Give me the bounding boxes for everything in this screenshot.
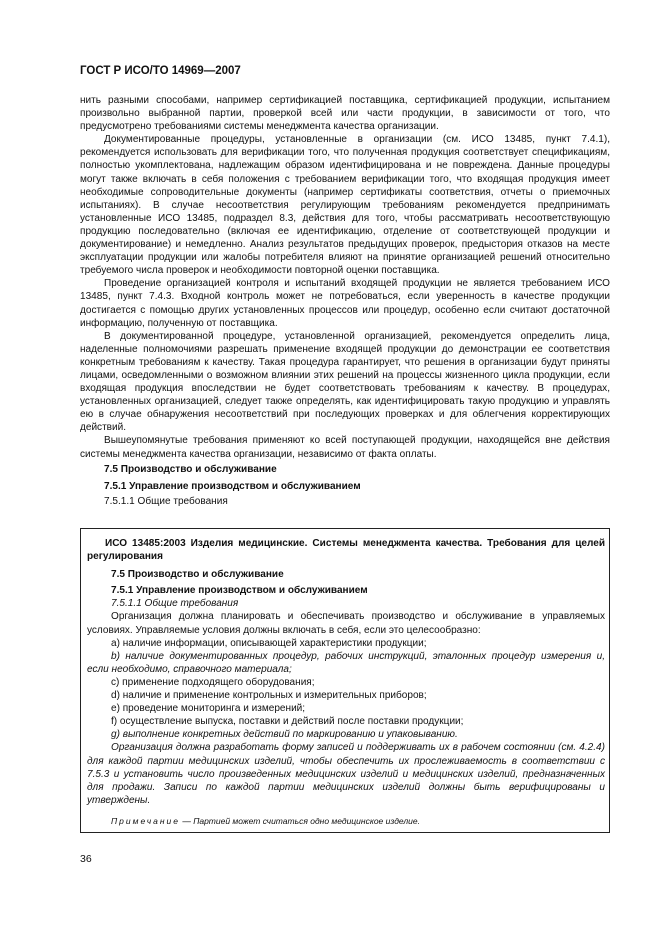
- subsubsection-heading: 7.5.1.1 Общие требования: [104, 495, 228, 507]
- paragraph: Документированные процедуры, установленные в организации (см. ИСО 13485, пункт 7.4.1), рекомендуется использовать для верификации того, что полученная продукция соответствует спецификациям, полностью укомплектована, надлежащим образом идентифицирована и не повреждена. Данные процедуры могут также включать в себя положения с требованием верификации того, что входящая продукция имеет необходимые сопроводительные документы (например сертификаты соответствия, отчеты о приемочных испытаниях). В случае несоответствия регулирующим требованиям рекомендуется предпринимать установленные ИСО 13485, подраздел 8.3, действия для того, чтобы рассматривать несоответствующую продукцию последовательно (включая ее идентификацию, отделение от соответствующей продукции и документирование) и немедленно. Анализ результатов предыдущих проверок, предыстория отказов на месте эксплуатации продукции или жалобы потребителя влияют на принятие организацией решений относительно требуемого числа проверок и необходимости повторной оценки поставщика.: [80, 134, 610, 277]
- page-number: 36: [80, 853, 92, 865]
- paragraph: нить разными способами, например сертификацией поставщика, сертификацией продукции, испытанием произвольно выбранной партии, проверкой всей или части продукции, в зависимости от того, что предусмотрено требованиями системы менеджмента качества организации.: [80, 95, 610, 133]
- list-item: g) выполнение конкретных действий по маркированию и упаковыванию.: [111, 729, 458, 741]
- note-text: — Партией может считаться одно медицинское изделие.: [182, 815, 420, 826]
- list-item: d) наличие и применение контрольных и измерительных приборов;: [111, 690, 427, 702]
- box-section-heading: 7.5 Производство и обслуживание: [111, 569, 284, 581]
- list-item: b) наличие документированных процедур, рабочих инструкций, эталонных процедур измерения и, если необходимо, справочного материала;: [87, 650, 605, 675]
- list-item: c) применение подходящего оборудования;: [111, 676, 315, 688]
- box-subsubsection-heading: 7.5.1.1 Общие требования: [111, 598, 239, 610]
- list-item: e) проведение мониторинга и измерений;: [111, 703, 306, 715]
- note: [87, 815, 605, 828]
- document-header: ГОСТ Р ИСО/ТО 14969—2007: [80, 65, 241, 77]
- paragraph: Проведение организацией контроля и испытаний входящей продукции не является требованием ИСО 13485, пункт 7.4.3. Входной контроль может не потребоваться, если уверенность в качестве продукции достигается с помощью других установленных процессов или процедур, особенно если считают достаточной информацию, полученную от поставщика.: [80, 278, 610, 329]
- list-item: a) наличие информации, описывающей характеристики продукции;: [111, 637, 427, 649]
- box-paragraph: Организация должна планировать и обеспечивать производство и обслуживание в управляемых условиях. Управляемые условия должны включать в себя, если это целесообразно:: [87, 611, 605, 636]
- body-text: [80, 94, 610, 508]
- box-subsection-heading: 7.5.1 Управление производством и обслуживанием: [111, 585, 368, 597]
- list-item: f) осуществление выпуска, поставки и действий после поставки продукции;: [111, 716, 464, 728]
- paragraph: Вышеупомянутые требования применяют ко всей поступающей продукции, находящейся вне действия системы менеджмента качества организации, независимо от факта оплаты.: [80, 435, 610, 460]
- box-title: ИСО 13485:2003 Изделия медицинские. Системы менеджмента качества. Требования для целей регулирования: [87, 538, 605, 563]
- section-heading: 7.5 Производство и обслуживание: [104, 463, 277, 475]
- paragraph: В документированной процедуре, установленной организацией, рекомендуется определить лица, наделенные полномочиями разрешать применение входящей продукции до демонстрации ее соответствия конкретным требованиям к качеству. Такая процедура гарантирует, что решения в организации будут приняты лицами, осведомленными о возможном влиянии этих решений на процессы жизненного цикла продукции, если входящая продукция впоследствии не будет соответствовать требованиям к качеству. В процедурах, установленных организацией, следует также определять, как идентифицировать такую продукцию и управлять ею в случае обнаружения несоответствий при последующих проверках и для облегчения корректирующих действий.: [80, 330, 610, 434]
- standard-quote-box: [80, 528, 610, 833]
- subsection-heading: 7.5.1 Управление производством и обслуживанием: [104, 480, 361, 492]
- note-label: Примечание: [111, 815, 180, 826]
- box-paragraph: Организация должна разработать форму записей и поддерживать их в рабочем состоянии (см. 4.2.4) для каждой партии медицинских изделий, чтобы обеспечить их прослеживаемость в соответствии с 7.5.3 и установить число произведенных медицинских изделий и медицинских изделий, предназначенных для продажи. Записи по каждой партии медицинских изделий должны быть верифицированы и утверждены.: [87, 742, 605, 806]
